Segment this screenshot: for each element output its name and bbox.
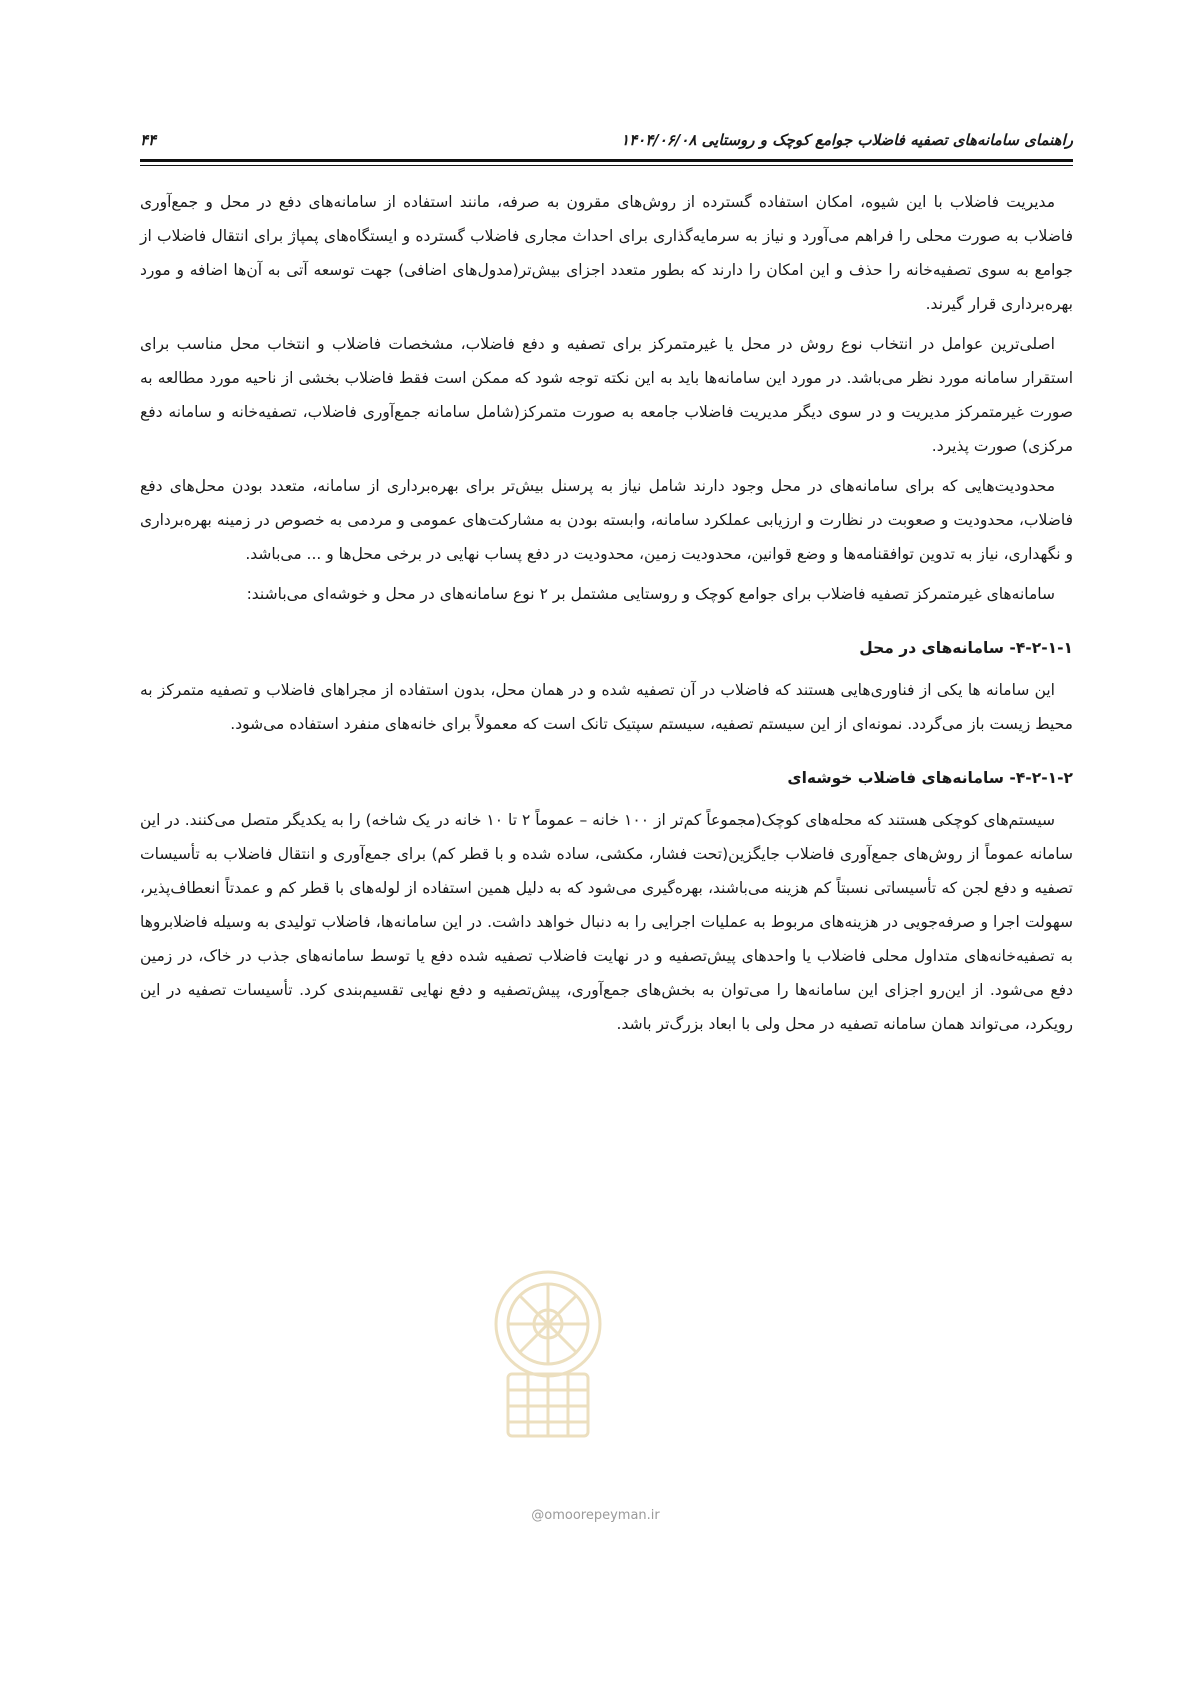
paragraph: این سامانه ها یکی از فناوری‌هایی هستند که فاضلاب در آن تصفیه شده و در همان محل، بدون استفاده از مجراهای فاضلاب و تصفیه متمرکز به محیط زیست باز می‌گردد. نمونه‌ای از این سیستم تصفیه، سیستم سپتیک تانک است که معمولاً برای خانه‌های منفرد استفاده می‌شود.: [140, 681, 1073, 733]
document-page: [140, 115, 1073, 1047]
header-rule-thin: [140, 165, 1073, 166]
page-header: [140, 115, 1073, 155]
paragraph: سیستم‌های کوچکی هستند که محله‌های کوچک(مجموعاً کم‌تر از ۱۰۰ خانه – عموماً ۲ تا ۱۰ خانه در یک شاخه) را به یکدیگر متصل می‌کنند. در این سامانه عموماً از روش‌های جمع‌آوری فاضلاب جایگزین(تحت فشار، مکشی، ساده شده و با قطر کم) برای جمع‌آوری و انتقال فاضلاب به تأسیسات تصفیه و دفع لجن که تأسیساتی نسبتاً کم هزینه می‌باشند، بهره‌گیری می‌شود که به دلیل همین استفاده از لوله‌های با قطر کم و عمدتاً انعطاف‌پذیر، سهولت اجرا و صرفه‌جویی در هزینه‌های مربوط به عملیات اجرایی را به دنبال خواهد داشت. در این سامانه‌ها، فاضلاب تولیدی به وسیله فاضلابروها به تصفیه‌خانه‌های متداول محلی فاضلاب یا واحدهای پیش‌تصفیه و در نهایت فاضلاب تصفیه شده دفع یا توسط سامانه‌های جذب در خاک، در زمین دفع می‌شود. از این‌رو اجزای این سامانه‌ها را می‌توان به بخش‌های جمع‌آوری، پیش‌تصفیه و دفع نهایی تقسیم‌بندی کرد. تأسیسات تصفیه در این رویکرد، می‌تواند همان سامانه تصفیه در محل ولی با ابعاد بزرگ‌تر باشد.: [140, 811, 1073, 1033]
paragraph: محدودیت‌هایی که برای سامانه‌های در محل وجود دارند شامل نیاز به پرسنل بیش‌تر برای بهره‌برداری از سامانه، متعدد بودن محل‌های دفع فاضلاب، محدودیت و صعوبت در نظارت و ارزیابی عملکرد سامانه، وابسته بودن به مشارکت‌های عمومی و مردمی به خصوص در زمینه بهره‌برداری و نگهداری، نیاز به تدوین توافقنامه‌ها و وضع قوانین، محدودیت زمین، محدودیت در دفع پساب نهایی در برخی محل‌ها و ... می‌باشد.: [140, 477, 1073, 563]
paragraph: اصلی‌ترین عوامل در انتخاب نوع روش در محل یا غیرمتمرکز برای تصفیه و دفع فاضلاب، مشخصات فاضلاب و انتخاب محل مناسب برای استقرار سامانه مورد نظر می‌باشد. در مورد این سامانه‌ها باید به این نکته توجه شود که ممکن است فقط فاضلاب بخشی از ناحیه مورد مطالعه به صورت غیرمتمرکز مدیریت و در سوی دیگر مدیریت فاضلاب جامعه به صورت متمرکز(شامل سامانه جمع‌آوری فاضلاب، تصفیه‌خانه و سامانه دفع مرکزی) صورت پذیرد.: [140, 335, 1073, 455]
body-content: [140, 185, 1073, 1041]
running-title: راهنمای سامانه‌های تصفیه فاضلاب جوامع کوچک و روستایی ۱۴۰۴/۰۶/۰۸: [621, 131, 1073, 149]
watermark-text: @omoorepeyman.ir: [531, 1508, 660, 1523]
section-heading-cluster: ۴-۲-۱-۲- سامانه‌های فاضلاب خوشه‌ای: [787, 769, 1073, 787]
page-number: ۴۴: [140, 131, 157, 149]
section-heading-onsite: ۴-۲-۱-۱- سامانه‌های در محل: [859, 639, 1073, 657]
paragraph: سامانه‌های غیرمتمرکز تصفیه فاضلاب برای جوامع کوچک و روستایی مشتمل بر ۲ نوع سامانه‌های در محل و خوشه‌ای می‌باشند:: [246, 585, 1055, 603]
header-rule-thick: [140, 159, 1073, 162]
paragraph: مدیریت فاضلاب با این شیوه، امکان استفاده گسترده از روش‌های مقرون به صرفه، مانند استفاده از سامانه‌های دفع در محل و جمع‌آوری فاضلاب به صورت محلی را فراهم می‌آورد و نیاز به سرمایه‌گذاری برای احداث مجاری فاضلاب گسترده و ایستگاه‌های پمپاژ برای انتقال فاضلاب از جوامع به سوی تصفیه‌خانه را حذف و این امکان را دارند که بطور متعدد اجزای بیش‌تر(مدول‌های اضافی) جهت توسعه آتی به آن‌ها اضافه و مورد بهره‌برداری قرار گیرند.: [140, 193, 1073, 313]
watermark-seal-icon: [478, 1262, 618, 1452]
